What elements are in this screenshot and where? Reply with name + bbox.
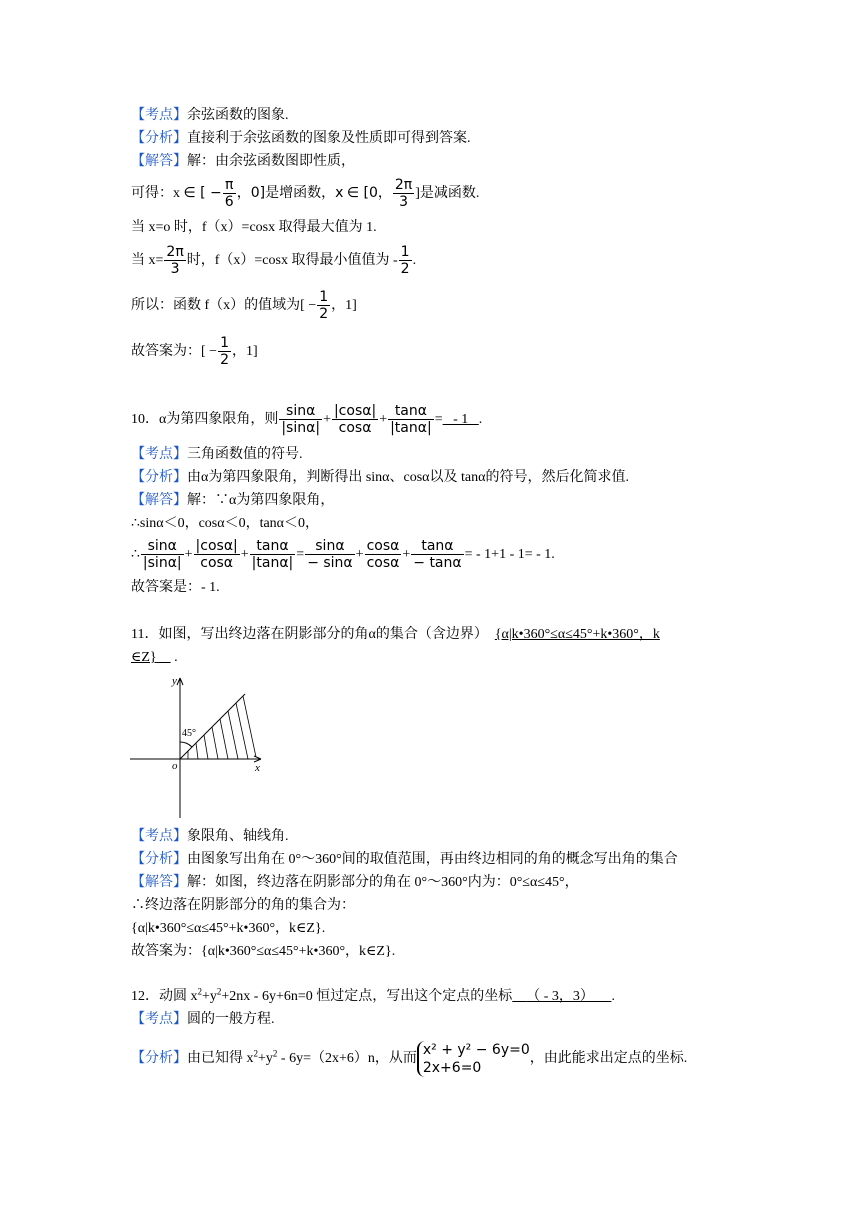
s12-question [131,987,615,1007]
s11-question [131,625,660,645]
fraction [141,538,184,571]
fraction [250,538,296,571]
s9-line5: 当 x=o 时，f（x）=cosx 取得最大值为 1. [131,220,377,235]
denominator: 3 [170,261,180,278]
s9-line4 [131,175,479,212]
plus: + [184,547,193,562]
fraction [279,403,322,436]
kaodian-tag: 【考点】 [131,1012,187,1027]
fraction [218,335,231,368]
fenxi-text: 由图象写出角在 0°～360°间的取值范围，再由终边相同的角的概念写出角的集合 [187,852,678,867]
superscript: 2 [253,1048,258,1059]
s10-question [131,400,482,440]
plus: + [323,412,331,427]
fraction [164,244,185,277]
jieda-text: 解：∵α为第四象限角， [187,493,335,508]
numerator: |cosα| [195,538,238,555]
denominator: 2 [319,306,329,323]
s11-kaodian [131,827,289,847]
denominator: − sinα [307,555,353,572]
fenxi-tag: 【分析】 [131,131,187,146]
jieda-tag: 【解答】 [131,875,187,890]
equation-system [417,1041,530,1077]
answer-blank: （ - 3，3） [526,989,594,1004]
s11-line6: 故答案为：{α|k•360°≤α≤45°+k•360°，k∈Z}. [131,944,396,959]
s9-line6 [131,243,416,279]
s11-jieda [131,873,579,893]
denominator: 6 [224,194,234,211]
text: ，由此能求出定点的坐标. [529,1051,688,1066]
boundary-ray [180,694,245,759]
text: 当 x= [131,253,164,268]
text: ∈ [0， [346,185,392,201]
fenxi-text: 由α为第四象限角，判断得出 sinα、cosα以及 tanα的符号，然后化简求值. [187,470,629,485]
numerator: π [223,177,236,194]
plus: + [402,547,411,562]
answer-blank: - 1 [442,412,479,427]
fraction [194,538,240,571]
s12-kaodian [131,1010,275,1030]
kaodian-text: 三角函数值的符号. [187,447,303,462]
denominator: − tanα [413,555,462,572]
question-text: 10．α为第四象限角，则 [131,412,279,427]
denominator: 3 [399,194,409,211]
fenxi-tag: 【分析】 [131,852,187,867]
jieda-text: 解：由余弦函数图即性质， [187,154,355,169]
text: - 6y=（2x+6）n，从而 [277,1051,417,1066]
fraction [399,244,412,277]
numerator: 1 [400,244,410,261]
kaodian-text: 圆的一般方程. [187,1012,275,1027]
fraction [305,538,354,571]
plus: + [379,412,388,427]
jieda-text: 解：如图，终边落在阴影部分的角在 0°～360°内为：0°≤α≤45°， [187,875,579,890]
text: ，1] [231,344,258,359]
superscript: 2 [272,1048,278,1059]
kaodian-text: 象限角、轴线角. [187,829,289,844]
fenxi-tag: 【分析】 [131,1051,187,1066]
text: +y [258,1051,273,1066]
denominator: |tanα| [251,555,294,572]
s11-line5: {α|k•360°≤α≤45°+k•360°，k∈Z}. [131,921,326,936]
denominator: cosα [366,555,400,572]
text: ∈ [ − [183,185,222,201]
numerator: tanα [411,538,463,555]
fraction [365,538,402,571]
text: 可得：x [131,186,180,201]
equals: = [434,412,443,427]
text: 所以：函数 f（x）的值域为[ − [131,298,317,313]
numerator: sinα [141,538,184,555]
denominator: 2 [400,261,410,278]
text: +2nx - 6y+6n=0 恒过定点，写出这个定点的坐标 [221,989,513,1004]
numerator: 1 [319,289,329,306]
denominator: cosα [200,555,234,572]
fenxi-text: 直接利于余弦函数的图象及性质即可得到答案. [187,131,471,146]
text: ]是减函数. [415,186,480,201]
numerator: cosα [366,538,400,555]
denominator: |tanα| [390,420,432,437]
text: 12．动圆 x [131,989,198,1004]
superscript: 2 [197,986,202,997]
fraction [317,289,330,322]
s9-fenxi [131,129,471,149]
text: 由已知得 x [187,1051,254,1066]
s10-line4: ∴sinα＜0，cosα＜0，tanα＜0， [131,516,320,531]
denominator: |sinα| [281,420,321,437]
s9-line8 [131,334,258,370]
s10-jieda [131,491,334,511]
fraction [332,403,378,436]
kaodian-text: 余弦函数的图象. [187,108,289,123]
superscript: 2 [216,986,222,997]
denominator: cosα [338,420,372,437]
hatching [188,696,256,759]
s10-line6: 故答案是：- 1. [131,580,220,595]
denominator: 2 [220,352,229,369]
numerator: tanα [388,403,434,420]
kaodian-tag: 【考点】 [131,447,187,462]
text: +y [202,989,217,1004]
s11-question-cont [131,648,178,668]
x-label: x [255,762,260,774]
period: . [170,650,178,665]
y-label: y [172,675,177,687]
jieda-tag: 【解答】 [131,493,187,508]
numerator: |cosα| [333,403,377,420]
s10-fenxi [131,468,629,488]
angle-label: 45° [182,728,196,739]
kaodian-tag: 【考点】 [131,829,187,844]
equals: = [296,547,305,562]
denominator: |sinα| [142,555,182,572]
fraction [223,177,236,210]
s9-jieda [131,152,355,172]
text: = - 1+1 - 1= - 1. [464,547,555,562]
numerator: tanα [250,538,296,555]
numerator: 2π [166,244,184,261]
text: 故答案为：[ − [131,344,218,359]
numerator: 1 [220,335,229,352]
text: . [412,253,417,268]
fraction [388,403,434,436]
s11-fenxi [131,850,678,870]
text: 时，f（x）=cosx 取得最小值值为 - [186,253,398,268]
text: ，0]是增函数，x [236,185,344,201]
equation-2: 2x+6=0 [422,1059,482,1076]
numerator: sinα [305,538,354,555]
plus: + [240,547,249,562]
jieda-tag: 【解答】 [131,154,187,169]
s12-fenxi [131,1038,687,1080]
equation-1: x² + y² − 6y=0 [422,1041,530,1058]
fraction [393,177,414,210]
plus: + [355,547,364,562]
text: ，1] [331,298,357,313]
numerator: 2π [394,177,413,194]
kaodian-tag: 【考点】 [131,108,187,123]
period: . [478,412,483,427]
fraction [411,538,463,571]
s9-kaodian [131,106,289,126]
answer-blank: {α|k•360°≤α≤45°+k•360°，k [494,627,660,642]
angle-arc [180,742,192,747]
question-text: 11．如图，写出终边落在阴影部分的角α的集合（含边界） [131,627,488,642]
origin-label: o [172,760,178,772]
s10-line5 [131,535,555,575]
s9-line7 [131,288,357,324]
period: . [611,989,615,1004]
fenxi-tag: 【分析】 [131,470,187,485]
angle-figure [128,674,268,820]
s11-line4: ∴终边落在阴影部分的角的集合为： [131,898,355,913]
numerator: sinα [279,403,322,420]
s10-kaodian [131,445,303,465]
therefore: ∴ [131,547,140,562]
answer-blank: ∈Z} [131,650,157,665]
